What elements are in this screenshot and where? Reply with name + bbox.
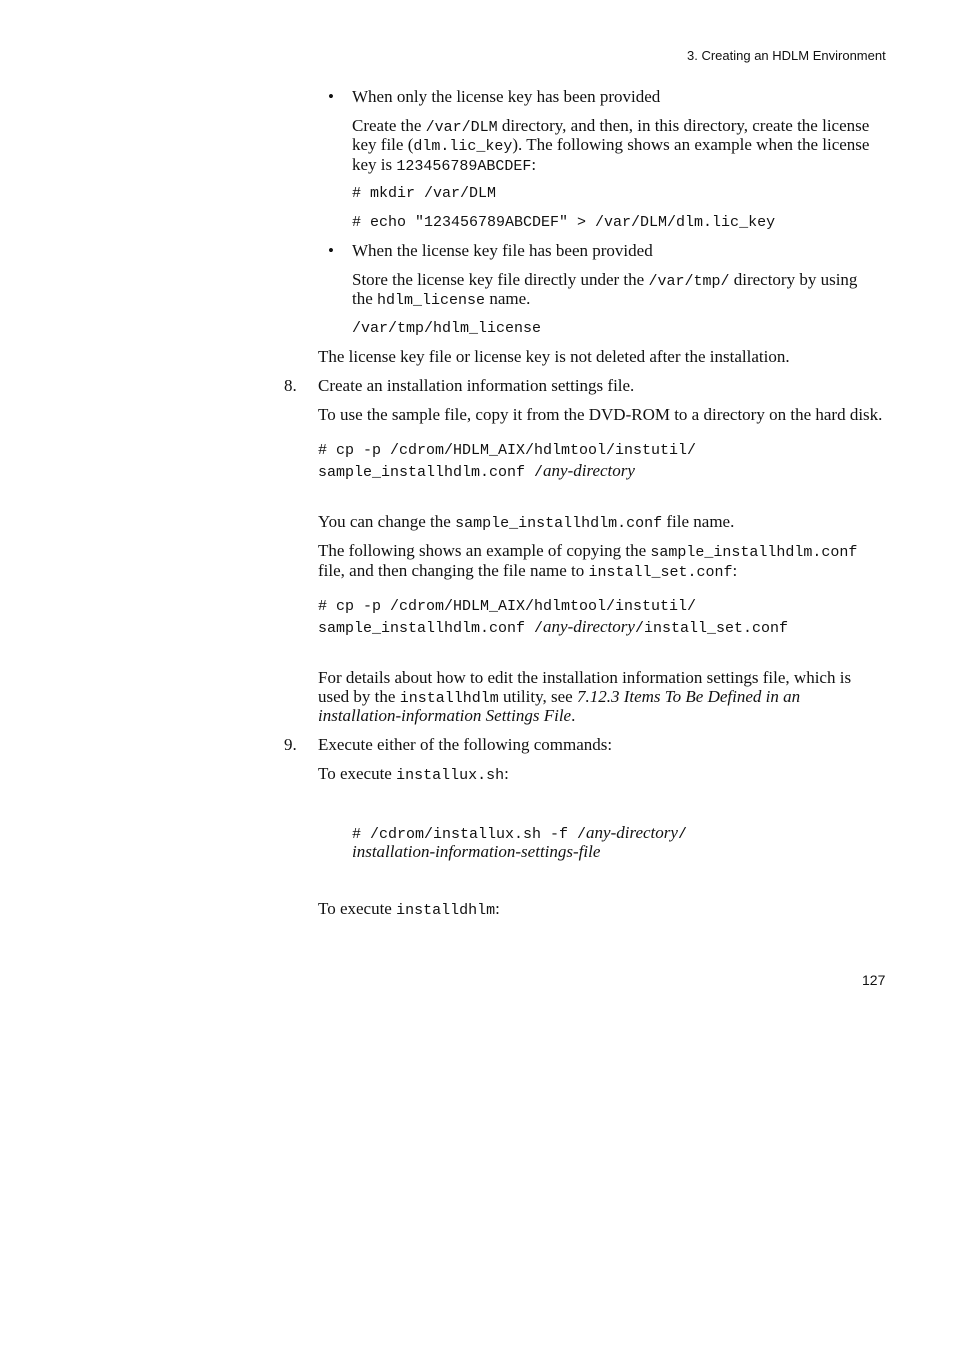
- step-number: 8.: [284, 376, 297, 395]
- paragraph: To use the sample file, copy it from the DVD-ROM to a directory on the hard disk.: [318, 405, 883, 424]
- inline-code: installhdlm: [399, 690, 499, 707]
- command-line: # mkdir /var/DLM: [352, 185, 497, 202]
- bullet-marker: •: [328, 87, 334, 106]
- command-line: /var/tmp/hdlm_license: [352, 320, 542, 337]
- inline-code: installux.sh: [396, 767, 505, 784]
- command-line: # echo "123456789ABCDEF" > /var/DLM/dlm.lic_key: [352, 214, 776, 231]
- step-title: Execute either of the following commands:: [318, 735, 613, 754]
- command-line: # cp -p /cdrom/HDLM_AIX/hdlmtool/instutil/: [318, 598, 697, 615]
- step-title: Create an installation information settings file.: [318, 376, 635, 395]
- cross-reference: 7.12.3 Items To Be Defined in an: [576, 687, 801, 706]
- paragraph-line: The following shows an example of copying the sample_installhdlm.conf: [318, 541, 858, 561]
- inline-code: dlm.lic_key: [413, 138, 513, 155]
- inline-code: /var/tmp/: [648, 273, 730, 290]
- paragraph-line: the hdlm_license name.: [352, 289, 531, 309]
- step-number: 9.: [284, 735, 297, 754]
- paragraph-line: key is 123456789ABCDEF:: [352, 155, 537, 175]
- inline-code: sample_installhdlm.conf: [650, 544, 858, 561]
- bullet-heading: When only the license key has been provided: [352, 87, 661, 106]
- inline-code: hdlm_license: [377, 292, 486, 309]
- command-line: # cp -p /cdrom/HDLM_AIX/hdlmtool/instutil/: [318, 442, 697, 459]
- paragraph-line: For details about how to edit the installation information settings file, which is: [318, 668, 852, 687]
- inline-code: sample_installhdlm.conf: [455, 515, 663, 532]
- paragraph-line: file, and then changing the file name to install_set.conf:: [318, 561, 738, 581]
- command-line: sample_installhdlm.conf /any-directory: [318, 461, 635, 481]
- paragraph-line: used by the installhdlm utility, see 7.12.3 Items To Be Defined in an: [318, 687, 801, 707]
- inline-code: /var/DLM: [425, 119, 498, 136]
- bullet-marker: •: [328, 241, 334, 260]
- bullet-heading: When the license key file has been provided: [352, 241, 653, 260]
- running-header: 3. Creating an HDLM Environment: [687, 48, 886, 63]
- command-line: sample_installhdlm.conf /any-directory/install_set.conf: [318, 617, 788, 637]
- paragraph-line: Store the license key file directly under the /var/tmp/ directory by using: [352, 270, 858, 290]
- command-line: # /cdrom/installux.sh -f /any-directory/: [352, 823, 687, 843]
- paragraph: The license key file or license key is not deleted after the installation.: [318, 347, 790, 366]
- paragraph: To execute installux.sh:: [318, 764, 509, 784]
- paragraph: You can change the sample_installhdlm.conf file name.: [318, 512, 735, 532]
- cross-reference: installation-information Settings File: [318, 706, 572, 725]
- inline-code: 123456789ABCDEF: [396, 158, 532, 175]
- page-number: 127: [862, 972, 886, 988]
- paragraph-line: Create the /var/DLM directory, and then, in this directory, create the license: [352, 116, 870, 136]
- paragraph-line: key file (dlm.lic_key). The following shows an example when the license: [352, 135, 870, 155]
- paragraph-line: installation-information Settings File.: [318, 706, 576, 725]
- command-line: installation-information-settings-file: [352, 842, 601, 861]
- inline-code: installdhlm: [396, 902, 496, 919]
- inline-code: install_set.conf: [588, 564, 733, 581]
- paragraph: To execute installdhlm:: [318, 899, 500, 919]
